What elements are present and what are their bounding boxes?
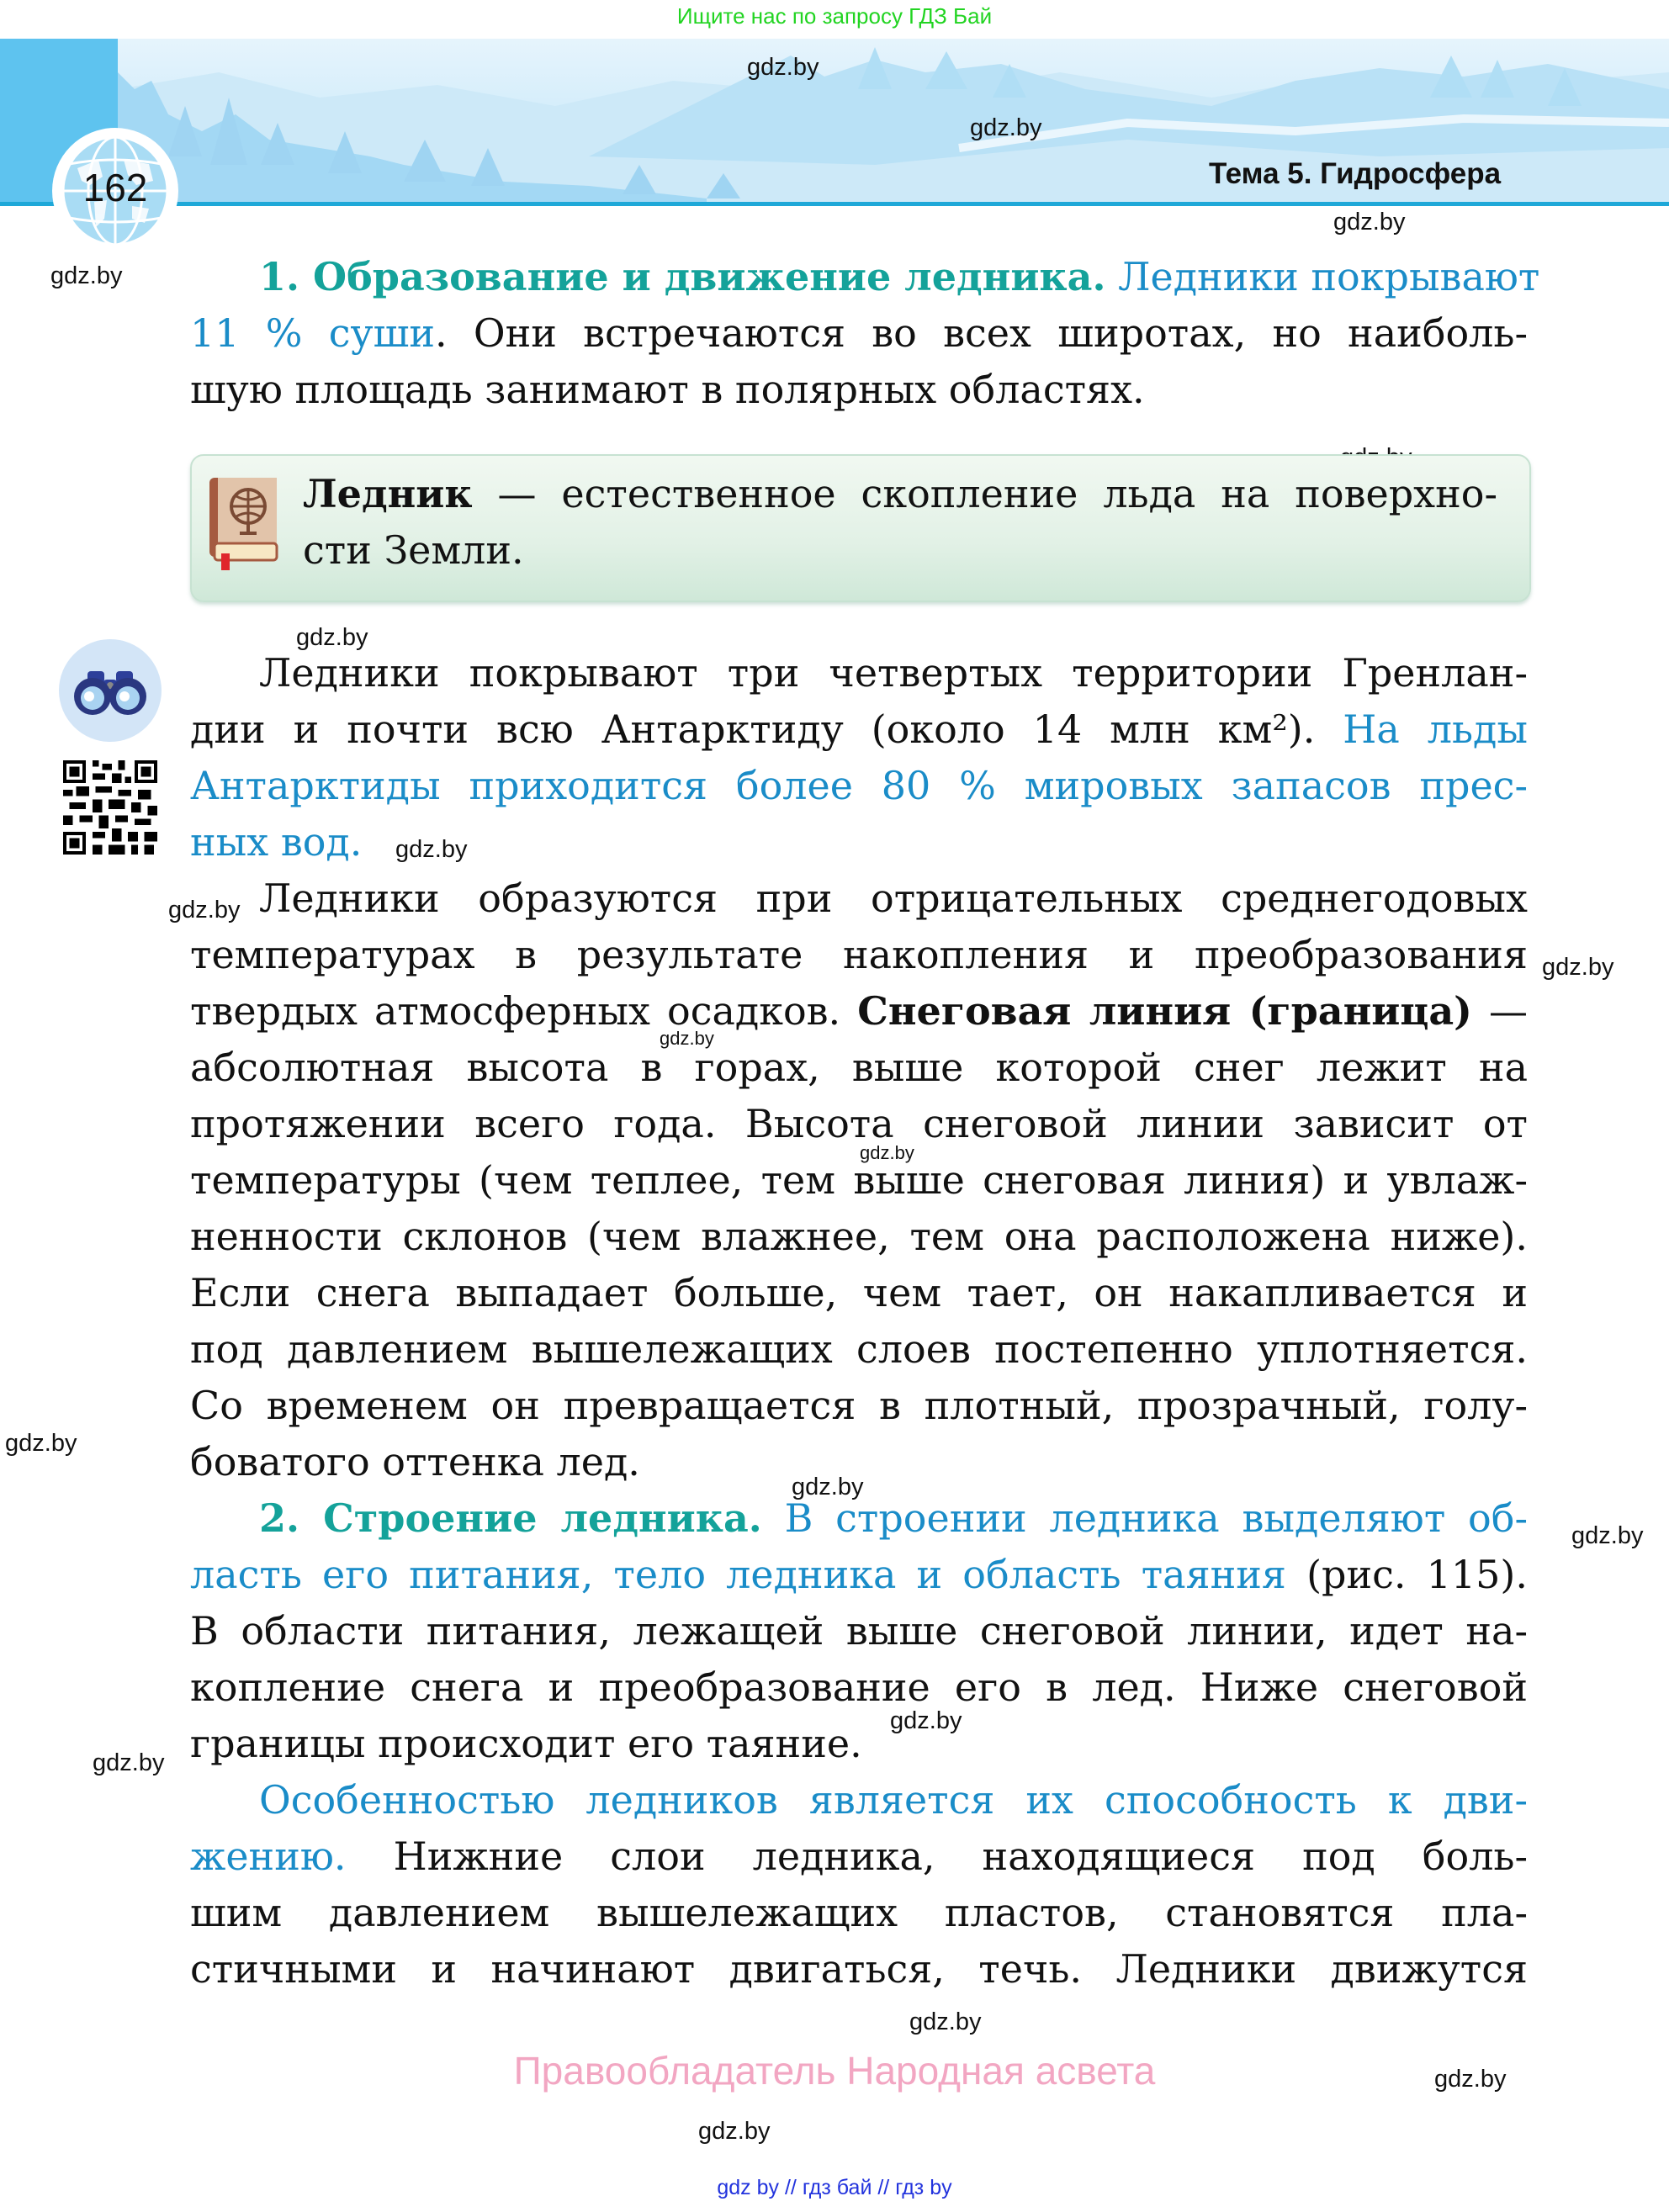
- watermark: gdz.by: [93, 1749, 165, 1776]
- paragraph3-line-9: под давлением вышележащих слоев постепенно уплотняется.: [190, 1326, 1528, 1372]
- section1-heading: 1. Образование и движение ледника.: [259, 254, 1106, 299]
- watermark: gdz.by: [792, 1474, 864, 1500]
- header-divider: [0, 202, 1669, 206]
- paragraph3-line-10: Со временем он превращается в плотный, прозрачный, голу-: [190, 1383, 1528, 1428]
- watermark: gdz.by: [50, 262, 123, 289]
- paragraph3-line-4: абсолютная высота в горах, выше которой снег лежит на: [190, 1045, 1528, 1090]
- paragraph2-line-3: Антарктиды приходится более 80 % мировых запасов прес-: [190, 763, 1528, 808]
- paragraph3-line-7: ненности склонов (чем влажнее, тем она расположена ниже).: [190, 1214, 1528, 1259]
- book-globe-icon: [206, 473, 280, 572]
- paragraph5-line-1: Особенностью ледников является их способность к дви-: [259, 1777, 1528, 1823]
- paragraph3-line-1: Ледники образуются при отрицательных среднегодовых: [259, 876, 1528, 921]
- definition-line-1: Ледник — естественное скопление льда на поверхно-: [303, 471, 1497, 516]
- watermark: gdz.by: [168, 897, 241, 923]
- promo-banner: Ищите нас по запросу ГДЗ Бай: [676, 3, 993, 29]
- section1-line-3: шую площадь занимают в полярных областях.: [190, 367, 1145, 412]
- watermark: gdz.by: [1571, 1522, 1644, 1549]
- paragraph5-line-3: шим давлением вышележащих пластов, становятся пла-: [190, 1890, 1528, 1935]
- paragraph3-line-6: температуры (чем теплее, тем выше снеговая линия) и увлаж-: [190, 1157, 1528, 1203]
- watermark: gdz.by: [395, 836, 468, 863]
- section2-line-4: копление снега и преобразование его в лед. Ниже снеговой: [190, 1664, 1528, 1710]
- paragraph2-line-2: дии и почти всю Антарктиду (около 14 млн км²). На льды: [190, 706, 1528, 752]
- watermark: gdz.by: [1434, 2066, 1507, 2093]
- watermark: gdz.by: [909, 2008, 982, 2035]
- figure-reference: (рис. 115).: [1285, 1552, 1528, 1597]
- binoculars-badge: [59, 639, 162, 742]
- section2-line-5: границы происходит его таяние.: [190, 1721, 862, 1766]
- copyright-notice: Правообладатель Народная асвета: [513, 2049, 1156, 2093]
- section1-line-1: 1. Образование и движение ледника. Ледники покрывают: [259, 254, 1540, 299]
- section2-line-1: 2. Строение ледника. В строении ледника выделяют об-: [259, 1495, 1528, 1541]
- paragraph3-line-11: боватого оттенка лед.: [190, 1439, 640, 1484]
- watermark: gdz.by: [1542, 954, 1614, 981]
- paragraph5-line-4: стичными и начинают двигаться, течь. Ледники движутся: [190, 1946, 1528, 1992]
- watermark: gdz.by: [296, 624, 368, 651]
- page-number: 162: [82, 166, 148, 209]
- watermark: gdz.by: [860, 1142, 914, 1163]
- watermark: gdz.by: [698, 2118, 771, 2145]
- section2-heading: 2. Строение ледника.: [259, 1495, 762, 1541]
- paragraph3-line-3: твердых атмосферных осадков. Снеговая линия (граница) —: [190, 988, 1528, 1034]
- watermark: gdz.by: [1333, 209, 1406, 235]
- footer-links[interactable]: gdz by // гдз бай // гдз by: [717, 2176, 952, 2199]
- paragraph3-line-8: Если снега выпадает больше, чем тает, он накапливается и: [190, 1270, 1528, 1315]
- paragraph3-line-2: температурах в результате накопления и преобразования: [190, 932, 1528, 977]
- topic-title: Тема 5. Гидросфера: [1209, 157, 1502, 190]
- paragraph3-line-5: протяжении всего года. Высота снеговой линии зависит от: [190, 1101, 1528, 1146]
- qr-code-icon[interactable]: [62, 760, 158, 855]
- section1-line-2: 11 % суши. Они встречаются во всех широтах, но наиболь-: [190, 310, 1528, 356]
- watermark: gdz.by: [5, 1430, 77, 1457]
- definition-line-2: сти Земли.: [303, 527, 524, 573]
- watermark: gdz.by: [747, 54, 819, 81]
- section2-line-3: В области питания, лежащей выше снеговой линии, идет на-: [190, 1608, 1528, 1654]
- binoculars-icon: [59, 639, 162, 742]
- watermark: gdz.by: [890, 1707, 962, 1734]
- paragraph5-line-2: жению. Нижние слои ледника, находящиеся под боль-: [190, 1834, 1528, 1879]
- definition-term: Ледник: [303, 471, 473, 516]
- section2-line-2: ласть его питания, тело ледника и область таяния (рис. 115).: [190, 1552, 1528, 1597]
- paragraph2-line-1: Ледники покрывают три четвертых территории Гренлан-: [259, 650, 1528, 696]
- watermark: gdz.by: [660, 1028, 714, 1049]
- watermark: gdz.by: [970, 114, 1042, 141]
- term-snow-line: Снеговая линия (граница): [857, 988, 1472, 1034]
- paragraph2-line-4: ных вод.: [190, 819, 363, 865]
